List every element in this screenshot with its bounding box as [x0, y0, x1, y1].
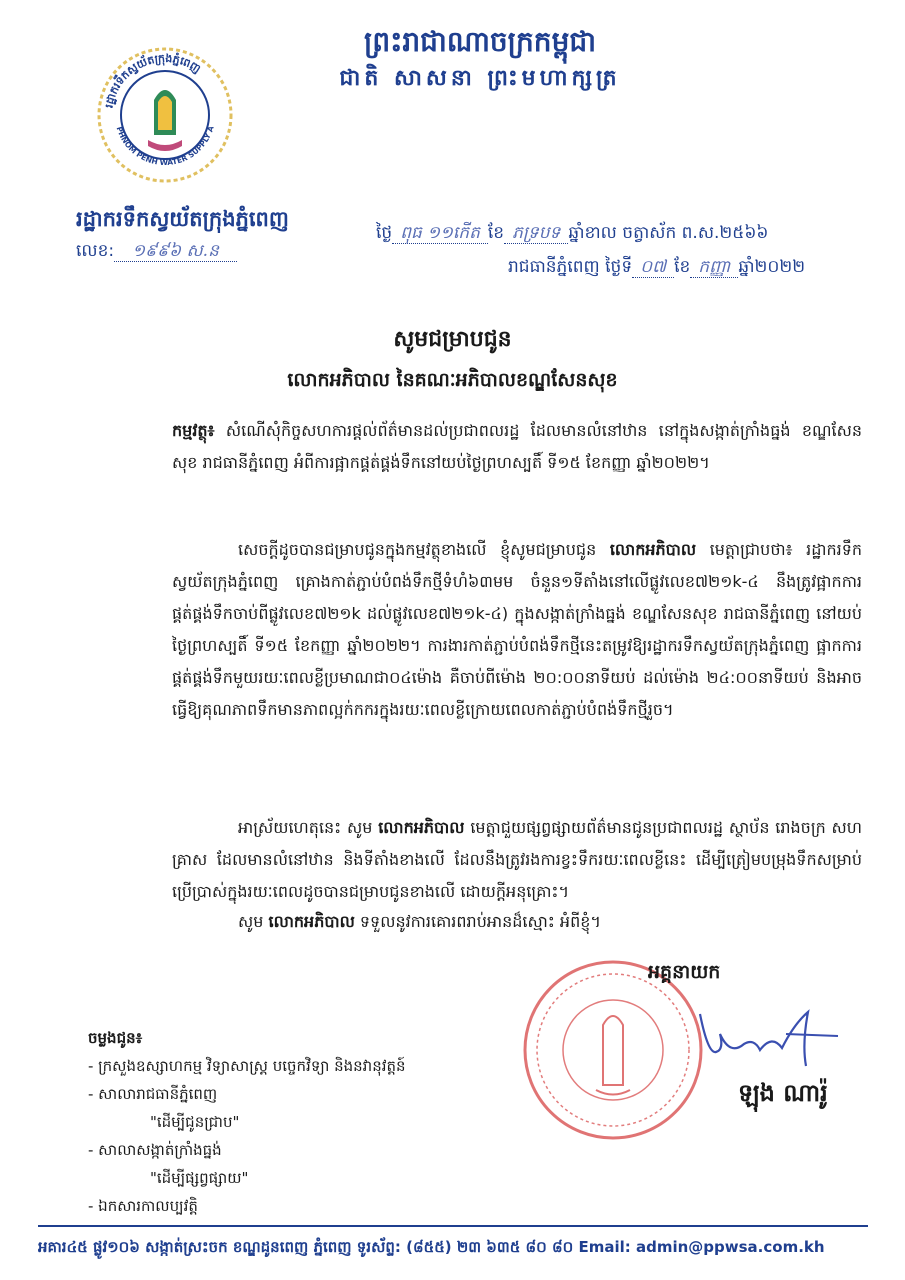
cc-item: - ឯកសារកាលប្បវត្តិ: [88, 1197, 198, 1215]
ref-value: ១៩៩៦ ស.ន: [114, 241, 237, 262]
p3-text-a: សូម: [238, 912, 269, 931]
cc-item: - ក្រសួងឧស្សាហកម្ម វិទ្យាសាស្ត្រ បច្ចេកវិទ្យា និងនវានុវត្តន៍: [88, 1057, 406, 1075]
month-label: ខែ: [674, 257, 691, 277]
national-motto: ជាតិ សាសនា ព្រះមហាក្សត្រ: [339, 66, 621, 91]
signatory-name: ឡុង ណារ៉ូ: [738, 1079, 828, 1107]
lunar-date: [376, 222, 768, 247]
p3-recipient: លោកអភិបាល: [268, 912, 355, 931]
lunar-day: ពុធ ១១កើត: [392, 223, 488, 244]
footer-address: អគារ៤៥ ផ្លូវ១០៦ សង្កាត់ស្រះចក ខណ្ឌដូនពេញ ភ្នំពេញ ទូរស័ព្ទ: (៨៥៥) ២៣ ៦៣៥ ៨០ ៨០ Email: admin@ppwsa.com.kh: [38, 1238, 825, 1256]
body-paragraph-2: [172, 812, 862, 908]
p2-text-a: អាស្រ័យហេតុនេះ សូម: [238, 818, 379, 837]
salutation-title: សូមជម្រាបជូន: [393, 327, 512, 352]
p2-recipient: លោកអភិបាល: [378, 818, 465, 837]
subject-text: សំណើសុំកិច្ចសហការផ្តល់ព័ត៌មានដល់ប្រជាពលរដ្ឋ ដែលមានលំនៅឋាន នៅក្នុងសង្កាត់ក្រាំងធ្នង់ ខណ្ឌសែនសុខ រាជធានីភ្នំពេញ អំពីការផ្អាកផ្គត់ផ្គង់ទឹកនៅយប់ថ្ងៃព្រហស្បតិ៍ ទី១៥ ខែកញ្ញា ឆ្នាំ២០២២។: [172, 421, 862, 472]
date-month: កញ្ញា: [690, 257, 738, 278]
kingdom-title: ព្រះរាជាណាចក្រកម្ពុជា: [363, 25, 596, 58]
cc-list: [88, 1024, 406, 1220]
organization-name: រដ្ឋាករទឹកស្វយ័តក្រុងភ្នំពេញ: [76, 207, 289, 231]
cc-note: "ដើម្បីជូនជ្រាប": [150, 1113, 240, 1131]
cc-note: "ដើម្បីផ្សព្វផ្សាយ": [150, 1169, 249, 1187]
lunar-year: ឆ្នាំខាល ចត្វាស័ក ព.ស.២៥៦៦: [568, 223, 769, 243]
date-year: ឆ្នាំ២០២២: [738, 257, 806, 277]
solar-date: [508, 256, 805, 281]
p1-text-a: សេចក្តីដូចបានជម្រាបជូនក្នុងកម្មវត្ថុខាងលើ ខ្ញុំសូមជម្រាបជូន: [238, 540, 610, 559]
cc-item: - សាលាសង្កាត់ក្រាំងធ្នង់: [88, 1141, 222, 1159]
ref-label: លេខ:: [76, 241, 115, 261]
reference-number: [76, 240, 237, 265]
p3-text-b: ទទួលនូវការគោរពរាប់អានដ៏ស្មោះ អំពីខ្ញុំ។: [354, 912, 601, 931]
subject-block: [172, 415, 862, 479]
footer-divider: [38, 1225, 868, 1227]
lunar-prefix: ថ្ងៃ: [376, 223, 393, 243]
p1-text-b: មេត្តាជ្រាបថា៖ រដ្ឋាករទឹកស្វយ័តក្រុងភ្នំពេញ គ្រោងកាត់ភ្ជាប់បំពង់ទឹកថ្មីទំហំ៦៣មម ចំនួន១ទីតាំងនៅលើផ្លូវលេខ៧២១k-៤ នឹងត្រូវផ្អាកការផ្គត់ផ្គង់ទឹកចាប់ពីផ្លូវលេខ៧២១k ដល់ផ្លូវលេខ៧២១k-៤) ក្នុងសង្កាត់ក្រាំងធ្នង់ ខណ្ឌសែនសុខ រាជធានីភ្នំពេញ នៅយប់ថ្ងៃព្រហស្បតិ៍ ទី១៥ ខែកញ្ញា ឆ្នាំ២០២២។ ការងារកាត់ភ្ជាប់បំពង់ទឹកថ្មីនេះតម្រូវឱ្យរដ្ឋាករទឹកស្វយ័តក្រុងភ្នំពេញ ផ្អាកការផ្គត់ផ្គង់ទឹកមួយរយៈពេលខ្លីប្រមាណជា០៤ម៉ោង គឺចាប់ពីម៉ោង ២០:០០នាទីយប់ ដល់ម៉ោង ២៤:០០នាទីយប់ និងអាចធ្វើឱ្យគុណភាពទឹកមានភាពល្អក់កករក្នុងរយៈពេលខ្លីក្រោយពេលកាត់ភ្ជាប់បំពង់ទឹកថ្មីរួច។: [172, 540, 863, 719]
logo-english-text: PHNOM PENH WATER SUPPLY A: [114, 125, 216, 168]
lunar-month-label: ខែ: [487, 223, 505, 243]
body-paragraph-3: [238, 906, 863, 938]
p1-recipient: លោកអភិបាល: [609, 540, 697, 559]
p2-text-b: មេត្តាជួយផ្សព្វផ្សាយព័ត៌មានជូនប្រជាពលរដ្ឋ ស្ថាប័ន រោងចក្រ សហគ្រាស ដែលមានលំនៅឋាន និងទីតាំងខាងលើ ដែលនឹងត្រូវរងការខ្វះទឹករយៈពេលខ្លីនេះ ដើម្បីត្រៀមបម្រុងទឹកសម្រាប់ប្រើប្រាស់ក្នុងរយៈពេលដូចបានជម្រាបជូនខាងលើ ដោយក្តីអនុគ្រោះ។: [172, 818, 862, 901]
place-prefix: រាជធានីភ្នំពេញ ថ្ងៃទី: [508, 257, 633, 277]
recipient-title: លោកអភិបាល នៃគណៈអភិបាលខណ្ឌសែនសុខ: [287, 369, 618, 391]
handwritten-signature: [690, 1004, 840, 1078]
subject-label: កម្មវត្ថុ៖: [172, 421, 215, 440]
cc-item: - សាលារាជធានីភ្នំពេញ: [88, 1085, 218, 1103]
date-day: ០៧: [632, 257, 674, 278]
signatory-title: អគ្គនាយក: [648, 961, 721, 983]
body-paragraph-1: [172, 534, 862, 726]
lunar-month: ភទ្របទ: [504, 223, 568, 244]
ppwsa-logo: [94, 40, 236, 200]
logo-khmer-text: រដ្ឋាករទឹកស្វយ័តក្រុងភ្នំពេញ: [102, 51, 204, 109]
cc-heading: ចម្លងជូន៖: [88, 1029, 143, 1047]
